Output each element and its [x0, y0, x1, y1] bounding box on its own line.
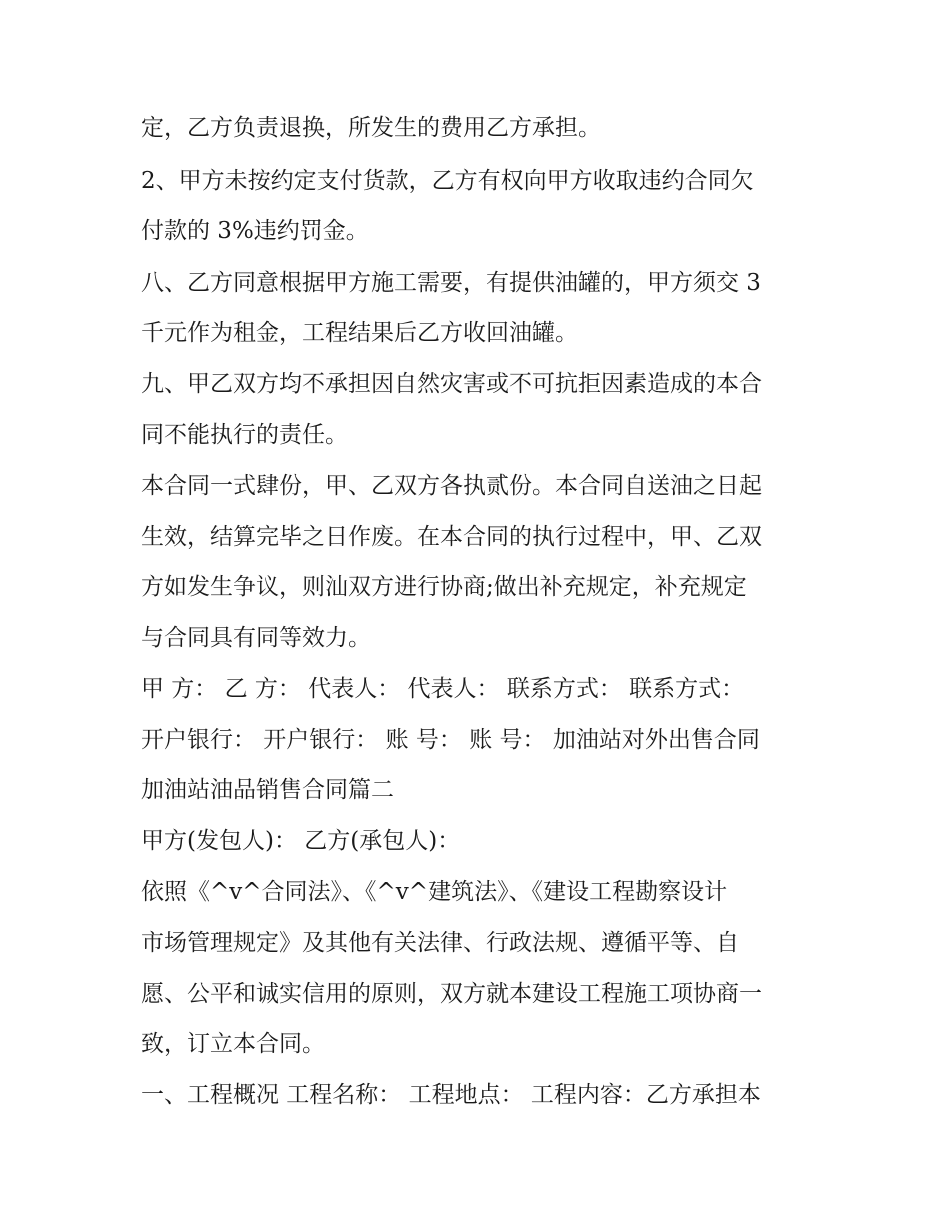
bank-fields-line: 开户银行： 开户银行： 账 号： 账 号： 加油站对外出售合同 — [141, 727, 760, 753]
text-line: 与合同具有同等效力。 — [141, 625, 371, 651]
text-line: 一、工程概况 工程名称： 工程地点： 工程内容：乙方承担本 — [141, 1082, 761, 1108]
signature-fields-line: 甲 方： 乙 方： 代表人： 代表人： 联系方式： 联系方式： — [141, 676, 745, 702]
text-line: 依照《^v^合同法》、《^v^建筑法》、《建设工程勘察设计 — [141, 879, 728, 905]
text-line: 生效，结算完毕之日作废。在本合同的执行过程中，甲、乙双 — [141, 524, 762, 550]
text-line: 定，乙方负责退换，所发生的费用乙方承担。 — [141, 115, 601, 141]
text-line: 致，订立本合同。 — [141, 1031, 325, 1057]
text-line: 方如发生争议，则汕双方进行协商;做出补充规定，补充规定 — [141, 574, 747, 600]
section-heading: 加油站油品销售合同篇二 — [141, 777, 394, 803]
text-line: 本合同一式肆份，甲、乙双方各执贰份。本合同自送油之日起 — [141, 473, 762, 499]
text-line: 千元作为租金，工程结果后乙方收回油罐。 — [141, 320, 578, 346]
text-line: 同不能执行的责任。 — [141, 422, 348, 448]
text-line: 九、甲乙双方均不承担因自然灾害或不可抗拒因素造成的本合 — [141, 371, 762, 397]
text-line: 2、甲方未按约定支付货款，乙方有权向甲方收取违约合同欠 — [141, 168, 754, 194]
text-line: 付款的 3%违约罚金。 — [141, 218, 369, 244]
text-line: 市场管理规定》及其他有关法律、行政法规、遵循平等、自 — [141, 930, 739, 956]
text-line: 八、乙方同意根据甲方施工需要，有提供油罐的，甲方须交 3 — [141, 270, 761, 296]
parties-line: 甲方(发包人)： 乙方(承包人)： — [141, 828, 461, 854]
text-line: 愿、公平和诚实信用的原则，双方就本建设工程施工项协商一 — [141, 981, 762, 1007]
